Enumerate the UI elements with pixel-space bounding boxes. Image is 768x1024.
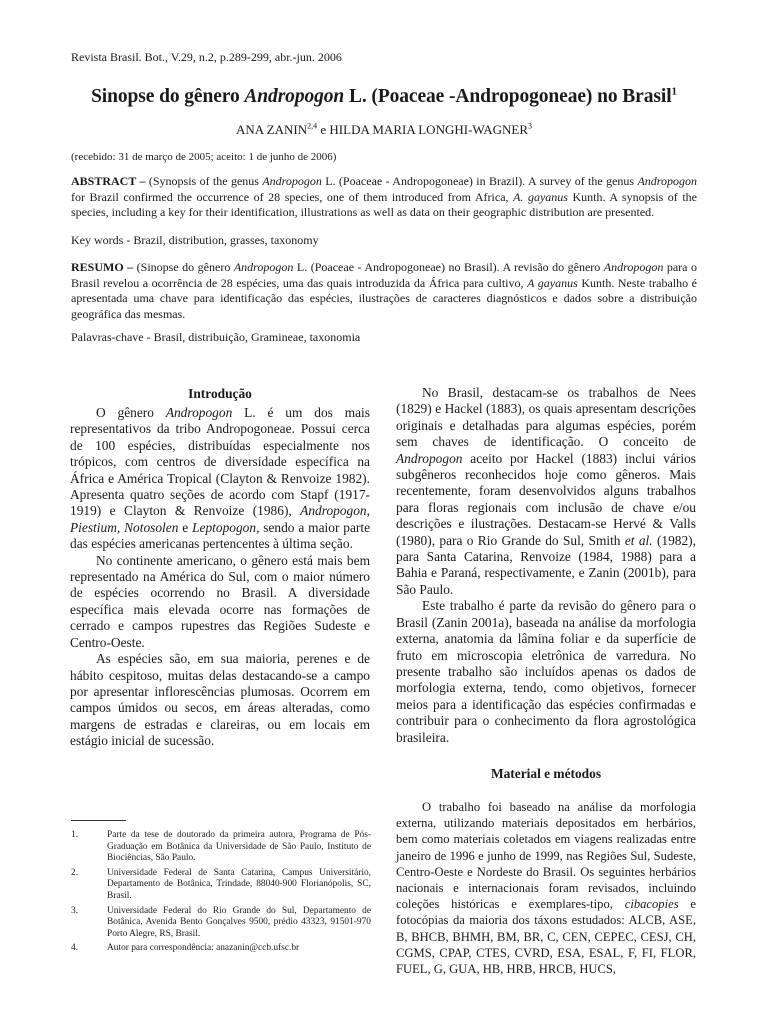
resumo-text: Kunth. Neste trabalho é apresentada uma chave para identificação das espécies, ilustrações de caracteres diagnósticos e dados sobre a distribuição geográfica das mesmas.	[71, 275, 697, 322]
abstract	[71, 174, 697, 221]
italic-run: Leptopogon	[192, 519, 257, 535]
keywords: Key words - Brazil, distribution, grasses, taxonomy	[71, 233, 319, 247]
footnote-text: Universidade Federal do Rio Grande do Sul, Departamento de Botânica, Avenida Bento Gonçalves 9500, prédio 43323, 91501-970 Porto Alegre, RS, Brasil.	[107, 905, 371, 939]
footnote	[71, 943, 371, 955]
abstract-text: for Brazil confirmed the occurrence of 28 species, one of them introduced from Africa,	[71, 189, 514, 204]
footnote-number: 2.	[71, 867, 79, 878]
palavras-chave: Palavras-chave - Brasil, distribuição, Gramineae, taxonomia	[71, 330, 361, 344]
journal-reference: Revista Brasil. Bot., V.29, n.2, p.289-299, abr.-jun. 2006	[71, 50, 342, 64]
author-affiliation-marker: 3	[528, 121, 532, 131]
body-paragraph	[396, 385, 696, 598]
section-heading-material-metodos: Material e métodos	[490, 766, 602, 781]
text-run: ,	[366, 503, 370, 519]
author-line	[0, 122, 768, 138]
italic-run: Andropogon	[396, 450, 463, 466]
resumo-text: L. (Poaceae - Andropogoneae) no Brasil). A revisão do gênero	[293, 260, 604, 274]
abstract-italic: A. gayanus	[513, 189, 568, 204]
resumo-italic: Andropogon	[603, 260, 664, 274]
footnote-text: Autor para correspondência: anazanin@ccb.ufsc.br	[107, 943, 300, 954]
abstract-text: (Synopsis of the genus	[145, 174, 263, 188]
footnote	[71, 830, 371, 865]
author-name: HILDA MARIA LONGHI-WAGNER	[329, 122, 528, 137]
resumo-italic: A gayanus	[527, 275, 578, 290]
italic-run: Piestium	[70, 519, 117, 535]
body-paragraph: As espécies são, em sua maioria, perenes e de hábito cespitoso, muitas delas destacando-se a campo por apresentar inflorescências plumosas. Ocorrem em campos úmidos ou secos, em áreas alteradas, como margens de estradas e clareiras, ou em locais em estágio inicial de sucessão.	[70, 651, 370, 749]
footnote	[71, 906, 371, 941]
footnote-number: 4.	[71, 943, 79, 954]
footnote-text: Universidade Federal de Santa Catarina, Campus Universitário, Departamento de Botânica, Trindade, 88040-900 Florianópolis, SC, Brasil.	[107, 867, 371, 901]
text-run: aceito por Hackel (1883) inclui vários subgêneros reconhecidos hoje como gêneros. Mais recentemente, foram desenvolvidos alguns trabalhos para floras regionais com inclusão de chave e/ou descrições e ilustrações. Destacam-se Hervé & Valls (1980), para o Rio Grande do Sul, Smith	[396, 450, 696, 548]
body-paragraph	[396, 799, 696, 977]
text-run: ,	[116, 519, 125, 535]
title-part: Sinopse do gênero	[91, 86, 245, 107]
text-run: O gênero	[96, 405, 166, 420]
text-run: e fotocópias da maioria dos táxons estudados: ALCB, ASE, B, BHCB, BHMH, BM, BR, C, CEN, CEPEC, CESJ, CH, CGMS, CPAP, CTES, CVRD, ESA, ESAL, F, FI, FLOR, FUEL, G, GUA, HB, HRB, HRCB, HUCS,	[396, 897, 696, 977]
footnote	[71, 868, 371, 903]
title-genus: Andropogon	[244, 86, 345, 107]
resumo-italic: Andropogon	[233, 260, 294, 274]
resumo-label: RESUMO –	[71, 260, 134, 274]
italic-run: Andropogon	[300, 503, 367, 519]
text-run: (1982), para Santa Catarina, Renvoize (1984, 1988) para a Bahia e Paraná, respectivamente, e Zanin (2001b), para São Paulo.	[396, 532, 696, 597]
resumo	[71, 260, 697, 323]
abstract-label: ABSTRACT –	[71, 174, 146, 188]
abstract-text: L. (Poaceae - Andropogoneae) in Brazil). A survey of the genus	[321, 174, 638, 188]
resumo-text: para o Brasil revelou a ocorrência de 28 espécies, uma das quais introduzida da África para cultivo,	[71, 260, 698, 290]
left-column	[70, 405, 370, 750]
body-paragraph	[70, 405, 370, 553]
received-dates: (recebido: 31 de março de 2005; aceito: 1 de junho de 2006)	[71, 151, 337, 163]
text-run: e	[178, 519, 193, 535]
author-affiliation-marker: 2,4	[307, 121, 318, 131]
italic-run: cibacopies	[624, 897, 679, 912]
footnotes	[71, 830, 371, 958]
abstract-italic: Andropogon	[637, 174, 697, 188]
italic-run: Andropogon	[165, 405, 233, 420]
text-run: , sendo a maior parte das espécies americanas pertencentes à última seção.	[70, 519, 371, 552]
author-conjunction: e	[317, 122, 330, 137]
title-footnote-marker: 1	[671, 85, 677, 98]
italic-run: et al.	[624, 532, 653, 548]
body-paragraph: Este trabalho é parte da revisão do gênero para o Brasil (Zanin 2001a), baseada na análise da morfologia externa, anatomia da lâmina foliar e da superfície de fruto em microscopia eletrônica de varredura. No presente trabalho são incluídos apenas os dados de morfologia externa, tendo, como objetivos, fornecer meios para a identificação das espécies confirmadas e contribuir para o conhecimento da flora agrostológica brasileira.	[396, 598, 696, 745]
footnote-divider	[71, 820, 126, 821]
right-column-methods	[396, 799, 696, 977]
footnote-number: 3.	[71, 905, 79, 916]
footnote-number: 1.	[71, 830, 79, 840]
text-run: L. é um dos mais representativos da tribo Andropogoneae. Possui cerca de 100 espécies, distribuídas especialmente nos trópicos, com centros de diversidade específica na África e América Tropical (Clayton & Renvoize 1982). Apresenta quatro seções de acordo com Stapf (1917-1919) e Clayton & Renvoize (1986),	[70, 405, 370, 519]
abstract-italic: Andropogon	[262, 174, 322, 188]
text-run: O trabalho foi baseado na análise da morfologia externa, utilizando materiais depositados em herbários, bem como materiais coletados em viagens realizadas entre janeiro de 1996 e junho de 1999, nas Regiões Sul, Sudeste, Centro-Oeste e Nordeste do Brasil. Os seguintes herbários nacionais e internacionais foram revisados, incluindo coleções históricas e exemplares-tipo,	[396, 800, 696, 912]
text-run: No Brasil, destacam-se os trabalhos de Nees (1829) e Hackel (1883), os quais apresentam descrições originais e detalhadas para algumas espécies, porém sem chaves de identificação. O conceito de	[396, 385, 696, 450]
article-title	[0, 86, 768, 108]
title-part: L. (Poaceae -Andropogoneae) no Brasil	[344, 86, 672, 107]
resumo-text: (Sinopse do gênero	[133, 260, 234, 274]
italic-run: Notosolen	[124, 519, 179, 535]
right-column	[396, 385, 696, 746]
body-paragraph: No continente americano, o gênero está mais bem representado na América do Sul, com o maior número de espécies ocorrendo no Brasil. A diversidade específica mais elevada ocorre nas formações de cerrado e campos rupestres das Regiões Sudeste e Centro-Oeste.	[70, 552, 370, 650]
footnote-text: Parte da tese de doutorado da primeira autora, Programa de Pós-Graduação em Botânica da Universidade de São Paulo, Instituto de Biociências, São Paulo.	[107, 830, 371, 864]
abstract-text: Kunth. A synopsis of the species, including a key for their identification, illustrations as well as data on their geographic distribution are presented.	[71, 189, 698, 220]
section-heading-introducao: Introdução	[188, 386, 252, 401]
author-name: ANA ZANIN	[235, 122, 308, 137]
